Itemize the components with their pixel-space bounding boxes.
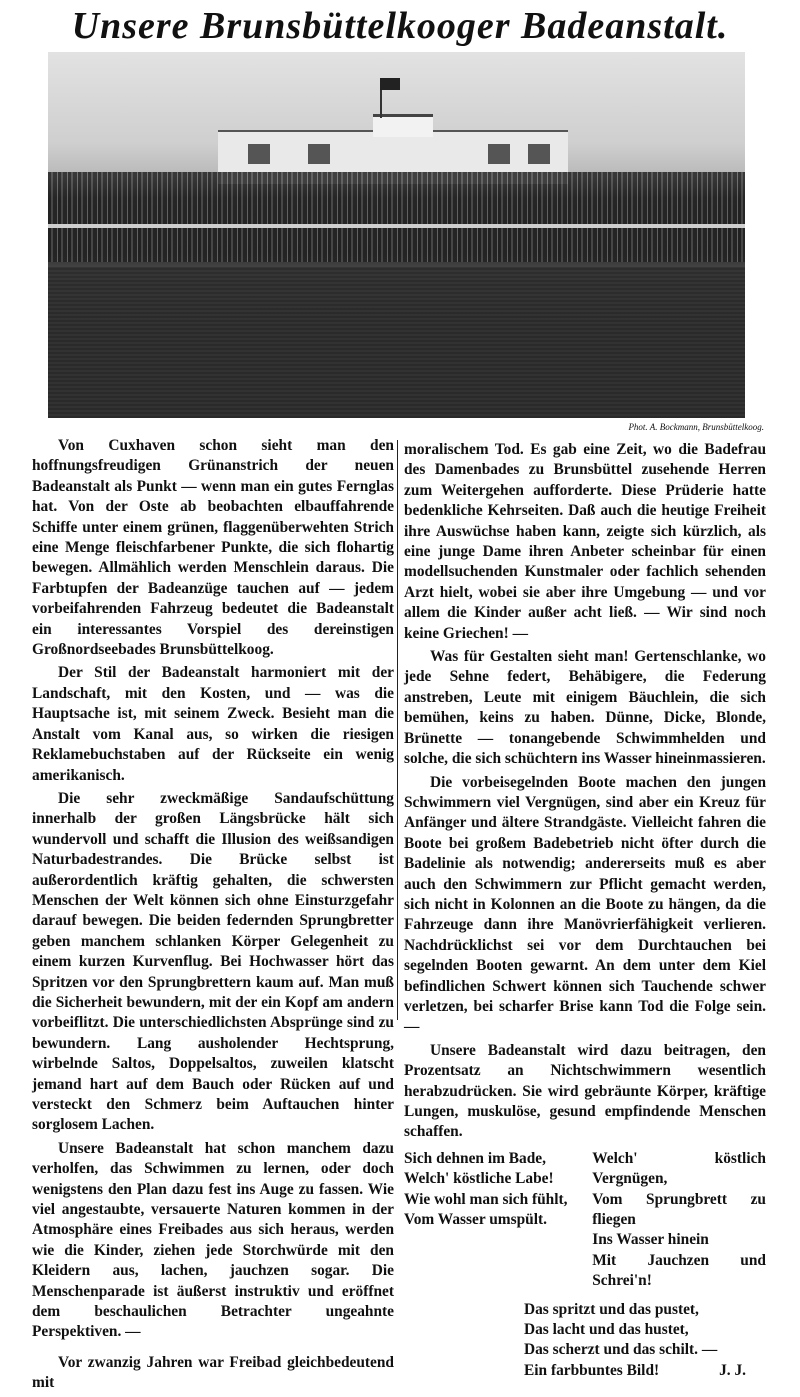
author-signature: J. J. bbox=[719, 1361, 746, 1379]
paragraph: Vor zwanzig Jahren war Freibad gleichbedeutend mit bbox=[32, 1353, 394, 1392]
poem-line: Wie wohl man sich fühlt, bbox=[404, 1190, 568, 1208]
photo-window bbox=[528, 144, 550, 164]
paragraph: moralischem Tod. Es gab eine Zeit, wo die Badefrau des Damenbades zu Brunsbüttel zusehende Herren zum Weitergehen aufforderte. Diese Prüderie hatte bedenkliche Kehrseiten. Daß auch die heutige Freiheit ihre Auswüchse haben kann, zeigte sich kürzlich, als eine junge Dame ihren Anbeter scheinbar für einen modellsuchenden Kunstmaler oder fachlich sehenden Arzt hielt, wobei sie aber ihre Umgebung — und vor allem die Kinder außer acht ließ. — Wir sind noch keine Griechen! — bbox=[404, 441, 766, 642]
photo-crowd bbox=[48, 172, 745, 262]
paragraph: Was für Gestalten sieht man! Gertenschlanke, wo jede Sehne federt, Behäbigere, die Federung anstreben, Leute mit einigem Bäuchlein, die sich bemühen, keins zu haben. Dünne, Dicke, Blonde, Brünette — tonangebende Schwimmhelden und solche, die sich schüchtern ins Wasser hineinmassieren. bbox=[404, 648, 766, 768]
poem-line: Ins Wasser hinein bbox=[592, 1231, 709, 1249]
poem-line: Vom Wasser umspült. bbox=[404, 1211, 547, 1229]
poem-stanza-right bbox=[592, 1149, 766, 1292]
paragraph: Unsere Badeanstalt hat schon manchem dazu verholfen, das Schwimmen zu lernen, oder doch wenigstens den Plan dazu fest ins Auge zu fassen. Wie viel angestaubte, versauerte Naturen kommen in der Atmosphäre eines Freibades aus sich heraus, werden wie die Kinder, ziehen jede Storchwürde mit den Kleidern aus, lachen, jauchzen sogar. Die Menschenparade ist äußerst instruktiv und eröffnet dem beschaulichen Betrachter ungeahnte Perspektiven. — bbox=[32, 1139, 394, 1341]
poem-line: Welch' köstlich Vergnügen, bbox=[592, 1149, 766, 1188]
article-title: Unsere Brunsbüttelkooger Badeanstalt. bbox=[71, 5, 729, 47]
photo-water bbox=[48, 267, 745, 418]
paragraph: Unsere Badeanstalt wird dazu beitragen, den Prozentsatz an Nichtschwimmern wesentlich herabzudrücken. Sie wird gebräunte Körper, kräftige Lungen, muskulöse, gesund empfindende Menschen schaffen. bbox=[404, 1041, 766, 1141]
poem-line: Mit Jauchzen und Schrei'n! bbox=[592, 1251, 766, 1290]
photo-flag bbox=[380, 78, 400, 90]
poem-line: Das spritzt und das pustet, bbox=[524, 1300, 699, 1318]
left-column bbox=[32, 436, 394, 1397]
paragraph: Die sehr zweckmäßige Sandaufschüttung innerhalb der großen Längsbrücke hält sich wundervoll und schafft die Illusion des weißsandigen Naturbadestrandes. Die Brücke selbst ist außerordentlich kräftig gehalten, die schwersten Menschen der Welt können sich ohne Einsturzgefahr darauf bewegen. Die beiden federnden Sprungbretter geben manchem schlanken Körper Gelegenheit zu einem kurzen Kurvenflug. Bei Hochwasser hört das Spritzen vor den Sprungbrettern kaum auf. Man muß die Sicherheit bewundern, mit der ein Kopf am andern vorbeiflitzt. Die unterschiedlichsten Absprünge sind zu bewundern. Lang ausholender Hechtsprung, wirbelnde Saltos, Doppelsaltos, zuweilen klatscht jemand hart auf dem Bauch oder Rücken auf und versteckt den Schmerz beim Auftauchen hinter sorglosem Lachen. bbox=[32, 789, 394, 1134]
poem-line: Das lacht und das hustet, bbox=[524, 1321, 689, 1339]
paragraph: Die vorbeisegelnden Boote machen den jungen Schwimmern viel Vergnügen, sind aber ein Kreuz für Anfänger und ältere Strandgäste. Vielleicht fahren die Boote bei großem Badebetrieb nicht öfter durch die Badelinie als notwendig; andererseits muß es aber auch den Schwimmern zur Pflicht gemacht werden, sich nicht in Kolonnen an die Boote zu hängen, da die Fahrzeuge dann ihre Manövrierfähigkeit verlieren. Nachdrücklichst sei vor dem Durchtauchen bei segelnden Booten gewarnt. An dem unter dem Kiel befindlichen Schwert können sich Tauchende schwer verletzen, bei scharfer Brise kann Tod die Folge sein. — bbox=[404, 773, 766, 1036]
photo-railing bbox=[48, 224, 745, 228]
poem-line: Welch' köstliche Labe! bbox=[404, 1170, 554, 1188]
photo-caption: Phot. A. Bockmann, Brunsbüttelkoog. bbox=[628, 422, 764, 432]
poem-stanzas bbox=[404, 1149, 766, 1292]
paragraph: Von Cuxhaven schon sieht man den hoffnungsfreudigen Grünanstrich der neuen Badeanstalt als Punkt — wenn man ein gutes Fernglas hat. Von der Oste ab beobachten elbauffahrende Schiffe unter einem grünen, flaggenüberwehten Strich eine Menge fleischfarbener Punkte, die sich flohartig bewegen. Allmählich werden Menschlein daraus. Die Farbtupfen der Badeanzüge tauchen auf — jedem vorbeifahrenden Fahrzeug bedeutet die Badeanstalt ein interessantes Vorspiel des dereinstigen Großnordseebades Brunsbüttelkoog. bbox=[32, 437, 394, 659]
right-column bbox=[404, 440, 766, 1381]
poem-line: Das scherzt und das schilt. — bbox=[524, 1341, 718, 1359]
poem-final-stanza bbox=[524, 1300, 766, 1382]
column-divider bbox=[397, 440, 398, 1020]
poem-stanza-left bbox=[404, 1149, 578, 1292]
bathing-facility-photo bbox=[48, 52, 745, 418]
paragraph: Der Stil der Badeanstalt harmoniert mit der Landschaft, mit den Kosten, und — was die Hauptsache ist, mit seinem Zweck. Besieht man die Anstalt vom Kanal aus, so wirken die riesigen Reklamebuchstaben auf der Rückseite ein wenig amerikanisch. bbox=[32, 664, 394, 784]
poem-line: Sich dehnen im Bade, bbox=[404, 1149, 546, 1167]
photo-window bbox=[488, 144, 510, 164]
poem-line: Vom Sprungbrett zu fliegen bbox=[592, 1190, 766, 1229]
photo-window bbox=[308, 144, 330, 164]
photo-window bbox=[248, 144, 270, 164]
photo-building-tower bbox=[373, 114, 433, 137]
poem-line: Ein farbbuntes Bild! bbox=[524, 1361, 660, 1379]
